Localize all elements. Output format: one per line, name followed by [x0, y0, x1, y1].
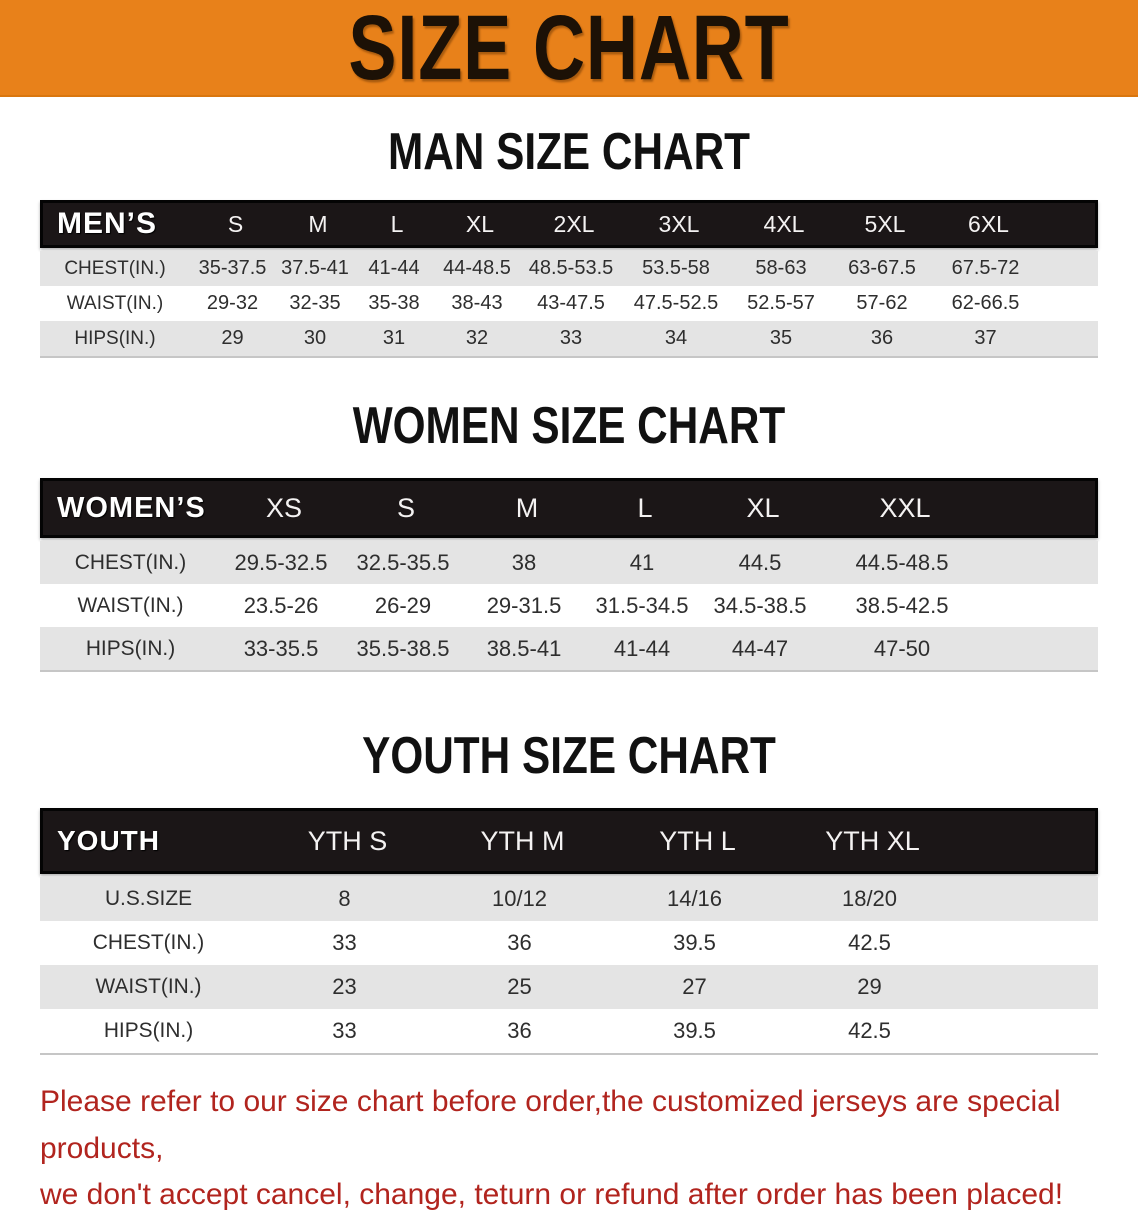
value-cell: 35.5-38.5: [356, 635, 450, 661]
table-header-row: [40, 808, 1098, 874]
value-cell: 23.5-26: [243, 592, 319, 618]
value-cell: 44-48.5: [443, 257, 511, 279]
value-cell: 31: [382, 327, 406, 349]
header-size-cell: XS: [265, 492, 303, 523]
header-size-cell: YTH M: [480, 825, 565, 856]
header-size-cell: M: [308, 210, 328, 237]
header-label-cell: MEN’S: [57, 207, 158, 240]
value-cell: 35-38: [368, 292, 420, 314]
value-cell: 38: [511, 549, 537, 575]
table-row: [40, 921, 1098, 965]
value-cell: 44-47: [731, 635, 789, 661]
value-cell: 34: [664, 327, 688, 349]
value-cell: 52.5-57: [747, 292, 815, 314]
value-cell: 23: [332, 974, 357, 999]
value-cell: 38.5-42.5: [855, 592, 949, 618]
value-cell: 29.5-32.5: [234, 549, 328, 575]
header-size-cell: XL: [465, 210, 495, 237]
header-size-cell: XXL: [879, 492, 931, 523]
value-cell: 33: [559, 327, 583, 349]
value-cell: 29: [221, 327, 244, 349]
value-cell: 38-43: [451, 292, 503, 314]
value-cell: 36: [507, 1018, 532, 1043]
value-cell: 41: [629, 549, 655, 575]
header-size-cell: 5XL: [864, 210, 906, 237]
row-label-cell: HIPS(IN.): [103, 1019, 194, 1042]
header-size-cell: S: [396, 492, 415, 523]
banner: [0, 0, 1138, 97]
table-row: [40, 321, 1098, 356]
value-cell: 41-44: [613, 635, 671, 661]
table-header-row: [40, 200, 1098, 248]
header-size-cell: L: [637, 492, 653, 523]
section-heading-youth: YOUTH SIZE CHART: [362, 725, 776, 785]
value-cell: 29: [857, 974, 882, 999]
value-cell: 14/16: [666, 886, 723, 911]
table-body: [40, 251, 1098, 358]
table-body: [40, 541, 1098, 672]
value-cell: 18/20: [841, 886, 898, 911]
section-heading-women: WOMEN SIZE CHART: [352, 395, 786, 455]
value-cell: 39.5: [673, 1018, 716, 1043]
page-title: SIZE CHART: [348, 0, 790, 97]
header-size-cell: L: [390, 210, 404, 237]
value-cell: 29-32: [206, 292, 259, 314]
row-label-cell: WAIST(IN.): [66, 292, 164, 314]
value-cell: 33: [332, 1018, 357, 1043]
value-cell: 30: [303, 327, 327, 349]
table-row: [40, 627, 1098, 670]
header-size-cell: 2XL: [553, 210, 595, 237]
value-cell: 67.5-72: [951, 257, 1020, 279]
value-cell: 63-67.5: [848, 257, 916, 279]
disclaimer-line-2: we don't accept cancel, change, teturn or refund after order has been placed!: [40, 1178, 1064, 1211]
value-cell: 44.5: [738, 549, 782, 575]
row-label-cell: HIPS(IN.): [85, 636, 176, 660]
section-heading-man: MAN SIZE CHART: [387, 121, 751, 181]
disclaimer-line-1: Please refer to our size chart before order,the customized jerseys are special products,: [40, 1085, 1061, 1165]
value-cell: 33-35.5: [243, 635, 319, 661]
value-cell: 37: [974, 327, 997, 349]
table-row: [40, 286, 1098, 321]
row-label-cell: WAIST(IN.): [77, 593, 184, 617]
value-cell: 43-47.5: [537, 292, 605, 314]
men-size-table: [40, 200, 1098, 358]
value-cell: 42.5: [848, 1018, 891, 1043]
value-cell: 29-31.5: [486, 592, 562, 618]
table-row: [40, 251, 1098, 286]
row-label-cell: HIPS(IN.): [74, 327, 156, 349]
value-cell: 36: [507, 930, 532, 955]
header-size-cell: S: [227, 210, 244, 237]
header-size-cell: 3XL: [658, 210, 700, 237]
table-row: [40, 1009, 1098, 1053]
table-body: [40, 877, 1098, 1055]
value-cell: 32.5-35.5: [356, 549, 450, 575]
header-size-cell: YTH L: [659, 825, 736, 856]
table-header-row: [40, 478, 1098, 538]
value-cell: 41-44: [368, 257, 420, 279]
table-row: [40, 965, 1098, 1009]
row-label-cell: CHEST(IN.): [92, 931, 205, 954]
value-cell: 47-50: [873, 635, 931, 661]
women-size-table: [40, 478, 1098, 672]
value-cell: 33: [332, 930, 357, 955]
value-cell: 27: [682, 974, 707, 999]
value-cell: 10/12: [491, 886, 548, 911]
value-cell: 26-29: [374, 592, 432, 618]
table-row: [40, 877, 1098, 921]
value-cell: 47.5-52.5: [633, 292, 719, 314]
value-cell: 62-66.5: [951, 292, 1020, 314]
value-cell: 58-63: [755, 257, 807, 279]
value-cell: 32: [465, 327, 489, 349]
header-label-cell: WOMEN’S: [57, 491, 206, 524]
header-size-cell: YTH S: [307, 825, 388, 856]
header-size-cell: YTH XL: [825, 825, 920, 856]
value-cell: 39.5: [673, 930, 716, 955]
value-cell: 37.5-41: [281, 257, 349, 279]
row-label-cell: WAIST(IN.): [95, 975, 202, 998]
value-cell: 31.5-34.5: [595, 592, 689, 618]
value-cell: 25: [507, 974, 532, 999]
header-size-cell: XL: [746, 492, 780, 523]
value-cell: 35: [769, 327, 793, 349]
header-label-cell: YOUTH: [57, 825, 160, 856]
row-label-cell: CHEST(IN.): [74, 550, 187, 574]
value-cell: 57-62: [856, 292, 908, 314]
value-cell: 48.5-53.5: [528, 257, 614, 279]
value-cell: 35-37.5: [198, 257, 267, 279]
value-cell: 44.5-48.5: [855, 549, 949, 575]
value-cell: 53.5-58: [642, 257, 710, 279]
table-row: [40, 584, 1098, 627]
value-cell: 36: [870, 327, 894, 349]
header-size-cell: M: [515, 492, 539, 523]
row-label-cell: CHEST(IN.): [64, 257, 166, 279]
header-size-cell: 4XL: [763, 210, 805, 237]
value-cell: 38.5-41: [486, 635, 562, 661]
value-cell: 34.5-38.5: [713, 592, 807, 618]
row-label-cell: U.S.SIZE: [104, 887, 193, 910]
youth-size-table: [40, 808, 1098, 1055]
table-row: [40, 541, 1098, 584]
value-cell: 42.5: [848, 930, 891, 955]
header-size-cell: 6XL: [968, 210, 1009, 237]
value-cell: 32-35: [289, 292, 341, 314]
disclaimer: [0, 1079, 1138, 1219]
value-cell: 8: [338, 886, 351, 911]
